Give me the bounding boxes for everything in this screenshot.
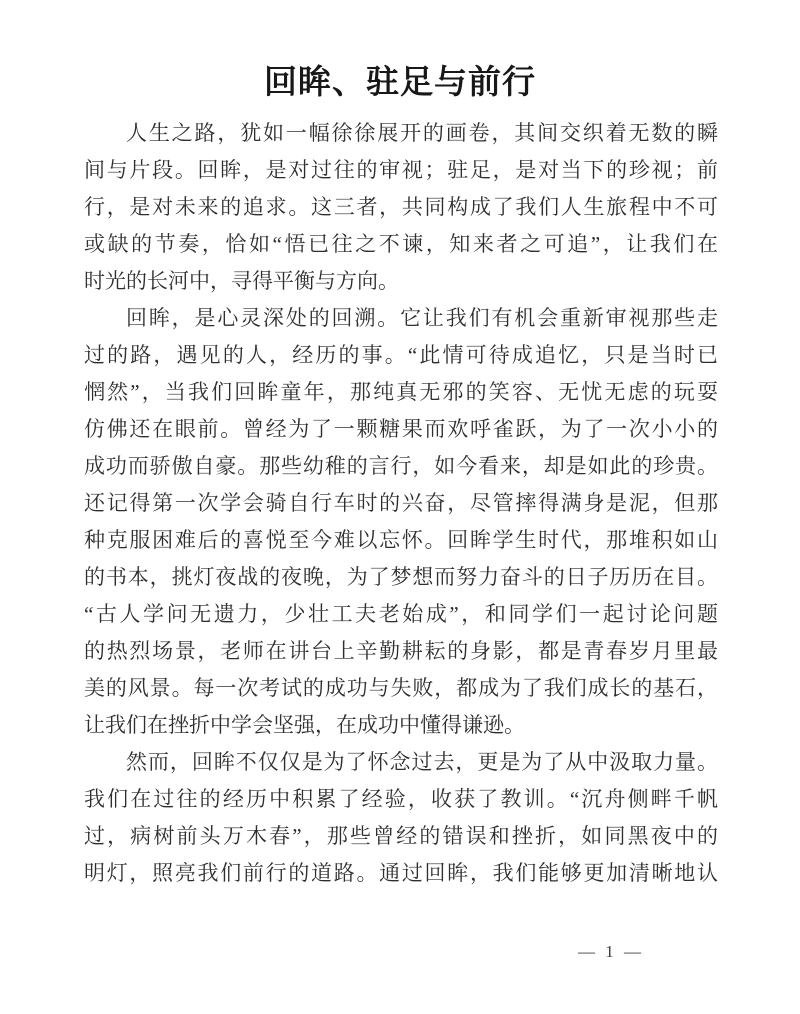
essay-line-14: “古人学问无遗力，少壮工夫老始成”，和同学们一起讨论问题 (84, 602, 718, 626)
essay-line-12: 种克服困难后的喜悦至今难以忘怀。回眸学生时代，那堆积如山 (84, 528, 718, 552)
page-number: — 1 — (578, 942, 644, 961)
essay-line-19: 我们在过往的经历中积累了经验，收获了教训。“沉舟侧畔千帆 (84, 787, 718, 811)
essay-line-2: 间与片段。回眸，是对过往的审视；驻足，是对当下的珍视；前 (84, 158, 718, 182)
essay-line-13: 的书本，挑灯夜战的夜晚，为了梦想而努力奋斗的日子历历在目。 (84, 565, 718, 589)
essay-line-4: 或缺的节奏，恰如“悟已往之不谏，知来者之可追”，让我们在 (84, 232, 718, 256)
essay-title: 回眸、驻足与前行 (264, 65, 536, 101)
essay-line-6: 回眸，是心灵深处的回溯。它让我们有机会重新审视那些走 (126, 306, 718, 330)
essay-line-20: 过，病树前头万木春”，那些曾经的错误和挫折，如同黑夜中的 (84, 824, 718, 848)
essay-line-17: 让我们在挫折中学会坚强，在成功中懂得谦逊。 (84, 713, 525, 737)
essay-line-8: 惘然”，当我们回眸童年，那纯真无邪的笑容、无忧无虑的玩耍 (84, 380, 718, 404)
essay-body (84, 115, 718, 892)
essay-line-10: 成功而骄傲自豪。那些幼稚的言行，如今看来，却是如此的珍贵。 (84, 454, 718, 478)
essay-line-5: 时光的长河中，寻得平衡与方向。 (84, 269, 399, 293)
essay-line-16: 美的风景。每一次考试的成功与失败，都成为了我们成长的基石， (84, 676, 718, 700)
essay-line-9: 仿佛还在眼前。曾经为了一颗糖果而欢呼雀跃，为了一次小小的 (84, 417, 718, 441)
essay-line-11: 还记得第一次学会骑自行车时的兴奋，尽管摔得满身是泥，但那 (84, 491, 718, 515)
essay-line-21: 明灯，照亮我们前行的道路。通过回眸，我们能够更加清晰地认 (84, 861, 718, 885)
essay-line-1: 人生之路，犹如一幅徐徐展开的画卷，其间交织着无数的瞬 (126, 121, 718, 145)
essay-line-3: 行，是对未来的追求。这三者，共同构成了我们人生旅程中不可 (84, 195, 718, 219)
essay-line-7: 过的路，遇见的人，经历的事。“此情可待成追忆，只是当时已 (84, 343, 718, 367)
essay-line-18: 然而，回眸不仅仅是为了怀念过去，更是为了从中汲取力量。 (126, 750, 718, 774)
essay-line-15: 的热烈场景，老师在讲台上辛勤耕耘的身影，都是青春岁月里最 (84, 639, 718, 663)
